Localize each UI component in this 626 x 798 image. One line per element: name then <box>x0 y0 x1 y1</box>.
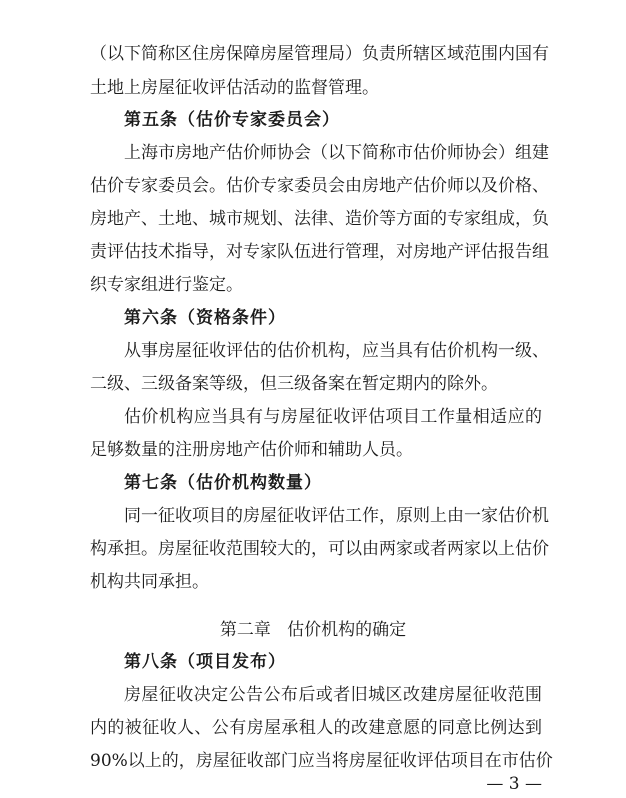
body-text-line: 构承担。房屋征收范围较大的，可以由两家或者两家以上估价 <box>90 539 549 559</box>
article-8-heading: 第八条（项目发布） <box>124 652 286 672</box>
body-text-line: 上海市房地产估价师协会（以下简称市估价师协会）组建 <box>124 143 549 163</box>
page-number: — 3 — <box>486 774 542 794</box>
body-text-line: 估价机构应当具有与房屋征收评估项目工作量相适应的 <box>124 407 542 427</box>
body-text-line: 内的被征收人、公有房屋承租人的改建意愿的同意比例达到 <box>90 718 542 738</box>
body-text-line: 90%以上的，房屋征收部门应当将房屋征收评估项目在市估价 <box>90 751 553 771</box>
body-text-line: 土地上房屋征收评估活动的监督管理。 <box>90 78 379 98</box>
body-text-line: 机构共同承担。 <box>90 572 209 592</box>
body-text-line: 估价专家委员会。估价专家委员会由房地产估价师以及价格、 <box>90 176 549 196</box>
article-5-heading: 第五条（估价专家委员会） <box>124 110 340 130</box>
body-text-line: 足够数量的注册房地产估价师和辅助人员。 <box>90 440 413 460</box>
body-text-line: 房屋征收决定公告公布后或者旧城区改建房屋征收范围 <box>124 685 542 705</box>
body-text-line: （以下简称区住房保障房屋管理局）负责所辖区域范围内国有 <box>90 44 549 64</box>
body-text-line: 房地产、土地、城市规划、法律、造价等方面的专家组成，负 <box>90 209 549 229</box>
body-text-line: 同一征收项目的房屋征收评估工作，原则上由一家估价机 <box>124 506 549 526</box>
body-text-line: 二级、三级备案等级，但三级备案在暂定期内的除外。 <box>90 374 498 394</box>
chapter-2-title: 第二章 估价机构的确定 <box>219 620 407 640</box>
article-6-heading: 第六条（资格条件） <box>124 308 286 328</box>
body-text-line: 责评估技术指导，对专家队伍进行管理，对房地产评估报告组 <box>90 242 549 262</box>
article-7-heading: 第七条（估价机构数量） <box>124 473 322 493</box>
body-text-line: 从事房屋征收评估的估价机构，应当具有估价机构一级、 <box>124 341 549 361</box>
body-text-line: 织专家组进行鉴定。 <box>90 275 243 295</box>
